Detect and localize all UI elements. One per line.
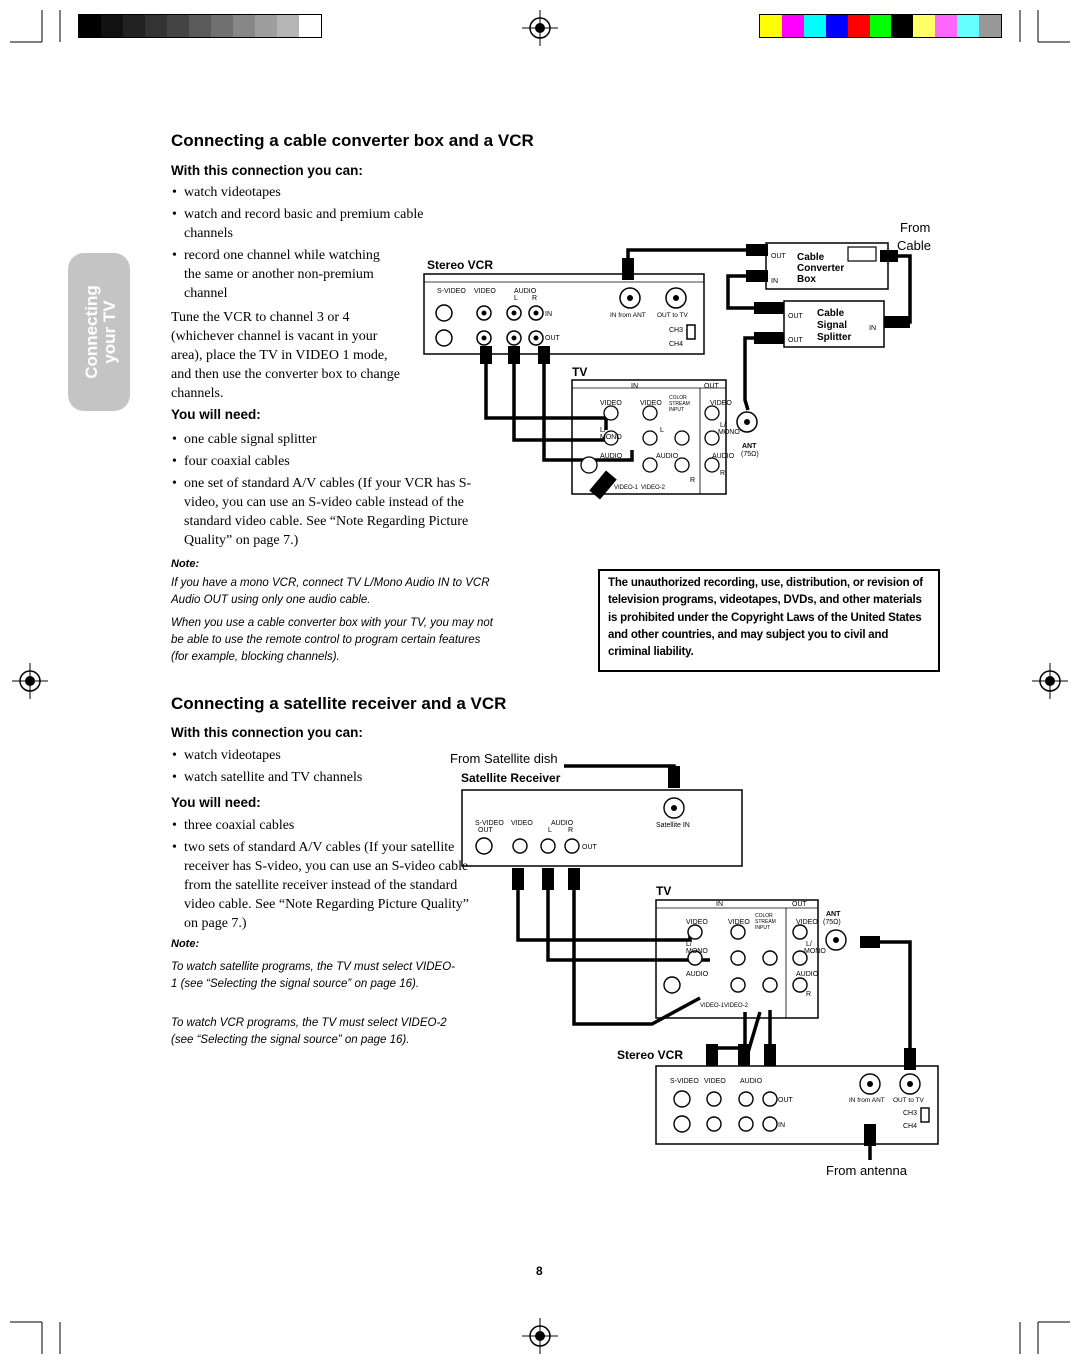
svg-text:Cable: Cable [797,252,825,263]
svg-text:VIDEO: VIDEO [511,820,533,827]
svg-text:R: R [532,295,538,302]
svg-text:IN from ANT: IN from ANT [610,312,646,319]
tv1-label: TV [572,365,588,379]
vcr2-label: Stereo VCR [617,1048,684,1062]
svg-text:AUDIO: AUDIO [686,971,709,978]
list-item: • two sets of standard A/V cables (If your satellite receiver has S-video, you can use an S-video cable from the satellite receiver instead of the standard video cable. See “Note Regarding Picture Quality” on page 7.) [172,840,469,931]
svg-text:OUT: OUT [788,313,803,320]
tv2-label: TV [656,884,672,898]
side-tab-line1: Connecting [82,285,101,379]
svg-text:L: L [514,295,518,302]
svg-text:CH3: CH3 [669,327,684,334]
svg-text:MONO: MONO [718,429,740,436]
svg-text:Converter: Converter [797,263,845,274]
list-item: • watch and record basic and premium cable channels [172,207,424,241]
svg-text:L: L [548,827,552,834]
svg-text:COLOR: COLOR [669,395,687,401]
list-item: • one cable signal splitter [172,432,317,447]
svg-text:From: From [900,220,931,235]
list-item: • four coaxial cables [172,454,290,469]
svg-text:IN: IN [771,278,778,285]
list-item: • watch videotapes [172,185,281,200]
svg-text:L/: L/ [600,427,606,434]
svg-text:INPUT: INPUT [755,925,770,931]
svg-text:CH4: CH4 [669,341,684,348]
svg-text:AUDIO: AUDIO [656,453,679,460]
svg-text:OUT: OUT [771,253,786,260]
svg-text:OUT to TV: OUT to TV [893,1097,924,1104]
svg-text:S-VIDEO: S-VIDEO [475,820,504,827]
section1-note2: When you use a cable converter box with your TV, you may not be able to use the remote control to program certain features (for example, blocking channels). [171,617,493,663]
svg-text:AUDIO: AUDIO [712,453,735,460]
svg-text:STREAM: STREAM [755,919,776,925]
svg-text:Cable: Cable [897,238,931,253]
svg-text:ANT: ANT [742,443,757,450]
from-antenna-label: From antenna [826,1163,907,1178]
svg-text:OUT: OUT [778,1097,793,1104]
svg-text:OUT: OUT [704,383,719,390]
svg-text:VIDEO: VIDEO [474,288,496,295]
svg-text:OUT: OUT [545,335,560,342]
svg-text:VIDEO: VIDEO [686,919,708,926]
svg-text:R: R [690,477,696,484]
svg-text:VIDEO: VIDEO [710,400,732,407]
svg-text:L/: L/ [720,422,726,429]
svg-text:VIDEO: VIDEO [728,919,750,926]
section1-note-label: Note: [171,558,200,570]
section2-note1: To watch satellite programs, the TV must select VIDEO-1 (see “Selecting the signal source” on page 16). [171,961,455,990]
svg-text:INPUT: INPUT [669,407,684,413]
svg-text:AUDIO: AUDIO [514,288,537,295]
page-number: 8 [536,1264,543,1278]
list-item: • watch satellite and TV channels [172,770,363,785]
svg-text:IN from ANT: IN from ANT [849,1097,885,1104]
svg-text:OUT: OUT [478,827,493,834]
svg-text:IN: IN [631,383,638,390]
list-item: • three coaxial cables [172,818,295,833]
svg-text:S-VIDEO: S-VIDEO [670,1078,699,1085]
section1-can-heading: With this connection you can: [171,163,363,178]
svg-text:VIDEO-1: VIDEO-1 [700,1003,725,1009]
svg-text:L/: L/ [806,941,812,948]
from-satellite-label: From Satellite dish [450,751,558,766]
svg-text:L: L [660,427,664,434]
satellite-receiver [462,790,742,866]
section2-title: Connecting a satellite receiver and a VCR [171,694,507,713]
svg-text:IN: IN [778,1122,785,1129]
svg-text:(75Ω): (75Ω) [823,919,841,926]
svg-text:AUDIO: AUDIO [740,1078,763,1085]
section2-can-heading: With this connection you can: [171,725,363,740]
svg-text:VIDEO-1: VIDEO-1 [614,485,639,491]
section1-title: Connecting a cable converter box and a VCR [171,131,534,150]
list-item: • record one channel while watching the same or another non-premium channel [172,248,380,301]
svg-text:IN: IN [869,325,876,332]
svg-text:AUDIO: AUDIO [551,820,574,827]
svg-text:MONO: MONO [804,948,826,955]
svg-text:CH4: CH4 [903,1123,918,1130]
svg-text:Splitter: Splitter [817,332,852,343]
svg-text:OUT: OUT [788,337,803,344]
svg-text:VIDEO-2: VIDEO-2 [641,485,666,491]
svg-text:VIDEO: VIDEO [796,919,818,926]
svg-text:STREAM: STREAM [669,401,690,407]
list-item: • one set of standard A/V cables (If your VCR has S-video, you can use an S-video cable instead of the standard video cable. See “Note Regarding Picture Quality” on page 7.) [172,476,472,548]
svg-text:COLOR: COLOR [755,913,773,919]
svg-text:OUT: OUT [792,901,807,908]
receiver-label: Satellite Receiver [461,771,561,785]
svg-text:IN: IN [545,311,552,318]
svg-text:CH3: CH3 [903,1110,918,1117]
svg-text:R: R [720,470,726,477]
section2-note2: To watch VCR programs, the TV must select VIDEO-2 (see “Selecting the signal source” on page 16). [171,1017,447,1046]
svg-text:Signal: Signal [817,320,848,331]
legal-notice: The unauthorized recording, use, distribution, or revision of television programs, videotapes, DVDs, and other materials is prohibited under the Copyright Laws of the United States and other countries, and may subject you to civil and criminal liability. [598,569,940,672]
tune-instructions: Tune the VCR to channel 3 or 4 (whichever channel is vacant in your area), place the TV in VIDEO 1 mode, and then use the converter box to change channels. [171,310,400,401]
svg-text:AUDIO: AUDIO [796,971,819,978]
section2-note-label: Note: [171,938,200,950]
section2-need-heading: You will need: [171,795,261,810]
svg-text:VIDEO: VIDEO [640,400,662,407]
svg-text:Cable: Cable [817,308,845,319]
svg-text:MONO: MONO [600,434,622,441]
section1-need-heading: You will need: [171,407,261,422]
list-item: • watch videotapes [172,748,281,763]
vcr1-svideo-label: S-VIDEO [437,288,466,295]
section1-note1: If you have a mono VCR, connect TV L/Mono Audio IN to VCR Audio OUT using only one audio cable. [171,577,490,606]
svg-text:VIDEO-2: VIDEO-2 [724,1003,749,1009]
svg-text:OUT: OUT [582,844,597,851]
svg-text:VIDEO: VIDEO [704,1078,726,1085]
svg-text:(75Ω): (75Ω) [741,451,759,458]
svg-text:ANT: ANT [826,911,841,918]
svg-text:MONO: MONO [686,948,708,955]
svg-text:IN: IN [716,901,723,908]
svg-text:AUDIO: AUDIO [600,453,623,460]
vcr1-label: Stereo VCR [427,258,494,272]
side-tab-line2: your TV [100,300,119,364]
svg-text:R: R [806,991,812,998]
svg-text:Satellite IN: Satellite IN [656,822,690,829]
svg-text:L/: L/ [686,941,692,948]
svg-text:VIDEO: VIDEO [600,400,622,407]
svg-text:Box: Box [797,274,816,285]
svg-text:R: R [568,827,574,834]
svg-text:OUT to TV: OUT to TV [657,312,688,319]
